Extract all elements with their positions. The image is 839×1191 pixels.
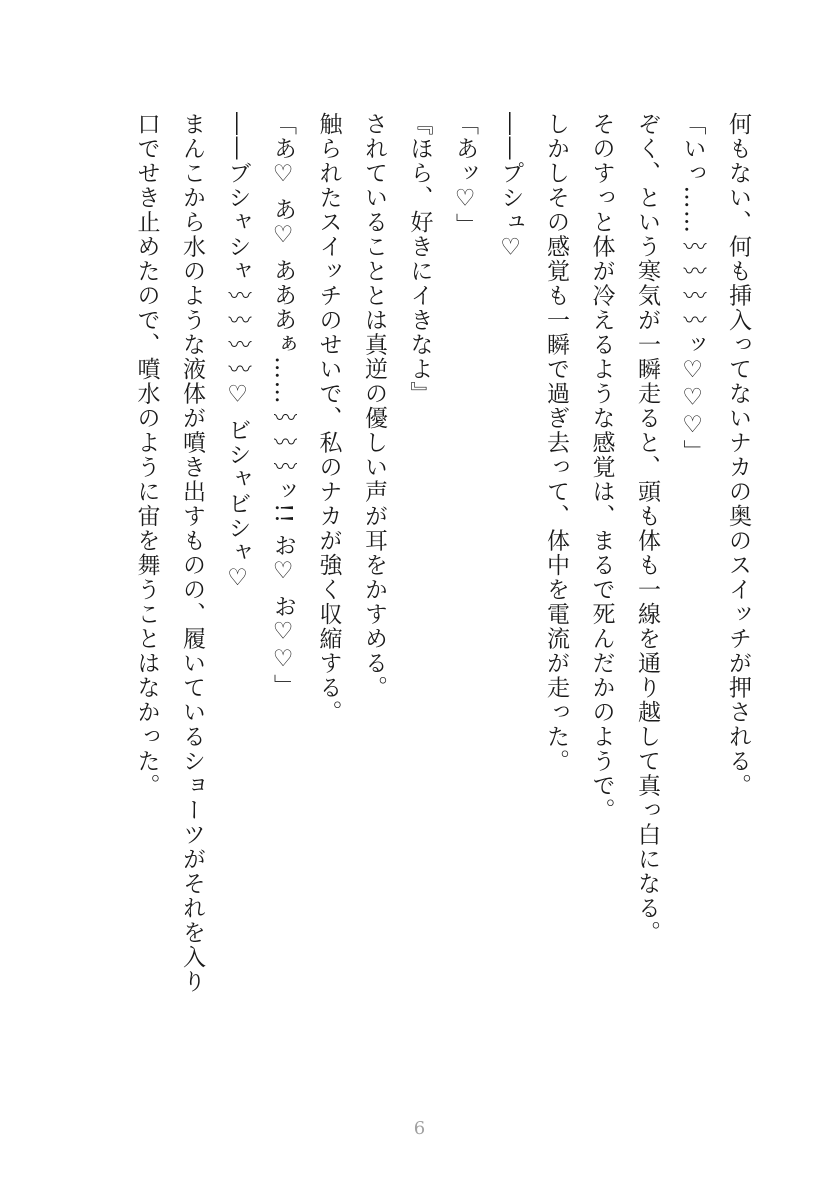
text-line: 「あッ♡」: [452, 112, 478, 238]
text-line: 何もない、何も挿入ってないナカの奥のスイッチが押される。: [725, 112, 751, 798]
text-line: 口でせき止めたので、噴水のように宙を舞うことはなかった。: [133, 112, 160, 798]
text-line: ――プシュ♡: [497, 112, 524, 262]
text-line: 「あ♡ あ♡ あああぁ……〰〰〰ッ!! お♡ お♡♡」: [270, 112, 296, 699]
page-number: 6: [413, 1118, 426, 1139]
text-line: 「いっ……〰〰〰〰ッ♡♡♡」: [679, 112, 706, 464]
text-line: ぞく、という寒気が一瞬走ると、頭も体も一線を通り越して真っ白になる。: [634, 112, 660, 945]
text-line: まんこから水のような液体が噴き出すものの、履いているショーツがそれを入り: [179, 112, 205, 994]
body-text: [100, 112, 760, 1072]
text-line: されていることとは真逆の優しい声が耳をかすめる。: [361, 112, 387, 700]
text-line: ――ブシャシャ〰〰〰〰♡ ビシャビシャ♡: [224, 112, 251, 593]
text-line: そのすっと体が冷えるような感覚は、まるで死んだかのようで。: [588, 112, 615, 823]
text-line: しかしその感覚も一瞬で過ぎ去って、体中を電流が走った。: [543, 112, 569, 774]
text-line: 『ほら、好きにイきなよ』: [406, 112, 433, 406]
text-line: 触られたスイッチのせいで、私のナカが強く収縮する。: [315, 112, 342, 725]
